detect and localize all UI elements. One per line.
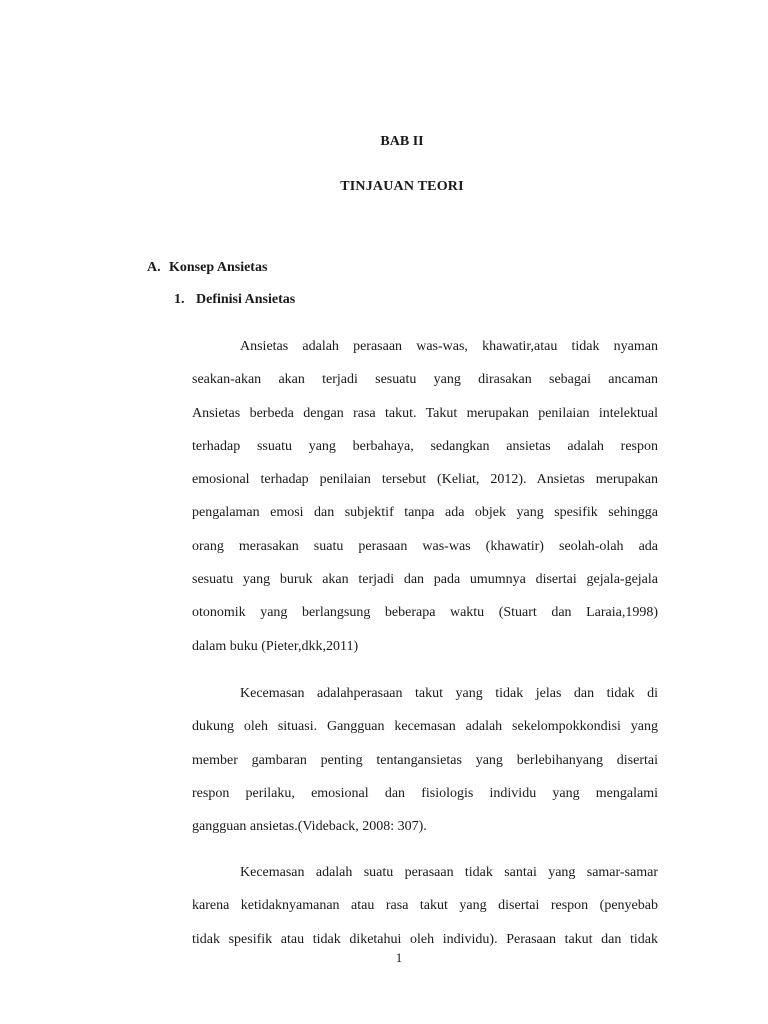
paragraph-line: sesuatu yang buruk akan terjadi dan pada umumnya disertai gejala-gejala	[192, 572, 658, 588]
paragraph	[192, 856, 658, 956]
paragraph-line: pengalaman emosi dan subjektif tanpa ada objek yang spesifik sehingga	[192, 505, 658, 521]
paragraph-line: otonomik yang berlangsung beberapa waktu (Stuart dan Laraia,1998)	[192, 605, 658, 621]
paragraph-line: tidak spesifik atau tidak diketahui oleh individu). Perasaan takut dan tidak	[192, 931, 658, 947]
subsection-heading	[174, 292, 295, 308]
page-number: 1	[395, 950, 403, 965]
paragraph-line: emosional terhadap penilaian tersebut (Keliat, 2012). Ansietas merupakan	[192, 472, 658, 488]
chapter-label: BAB II	[380, 134, 424, 149]
paragraph-line: orang merasakan suatu perasaan was-was (khawatir) seolah-olah ada	[192, 538, 658, 554]
paragraph-line: terhadap ssuatu yang berbahaya, sedangkan ansietas adalah respon	[192, 438, 658, 454]
paragraph	[192, 677, 658, 843]
paragraph-line: Ansietas adalah perasaan was-was, khawatir,atau tidak nyaman	[240, 339, 658, 354]
paragraph-line: Ansietas berbeda dengan rasa takut. Takut merupakan penilaian intelektual	[192, 405, 658, 421]
paragraph-line: dalam buku (Pieter,dkk,2011)	[192, 638, 359, 654]
subsection-title: Definisi Ansietas	[196, 292, 296, 307]
paragraph-line: Kecemasan adalahperasaan takut yang tidak jelas dan tidak di	[240, 686, 658, 701]
paragraph-line: member gambaran penting tentangansietas yang berlebihanyang disertai	[192, 752, 658, 768]
subsection-marker: 1.	[174, 292, 185, 307]
chapter-title: TINJAUAN TEORI	[340, 179, 464, 194]
section-marker: A.	[147, 260, 161, 275]
paragraph-line: seakan-akan akan terjadi sesuatu yang dirasakan sebagai ancaman	[192, 372, 658, 388]
paragraph-line: Kecemasan adalah suatu perasaan tidak santai yang samar-samar	[240, 865, 658, 880]
paragraph-line: dukung oleh situasi. Gangguan kecemasan adalah sekelompokkondisi yang	[192, 719, 658, 735]
section-title: Konsep Ansietas	[169, 260, 268, 275]
paragraph-line: karena ketidaknyamanan atau rasa takut yang disertai respon (penyebab	[192, 898, 658, 914]
section-heading	[147, 260, 267, 276]
paragraph-line: gangguan ansietas.(Videback, 2008: 307).	[192, 819, 427, 835]
paragraph-line: respon perilaku, emosional dan fisiologis individu yang mengalami	[192, 785, 658, 801]
paragraph	[192, 330, 658, 663]
